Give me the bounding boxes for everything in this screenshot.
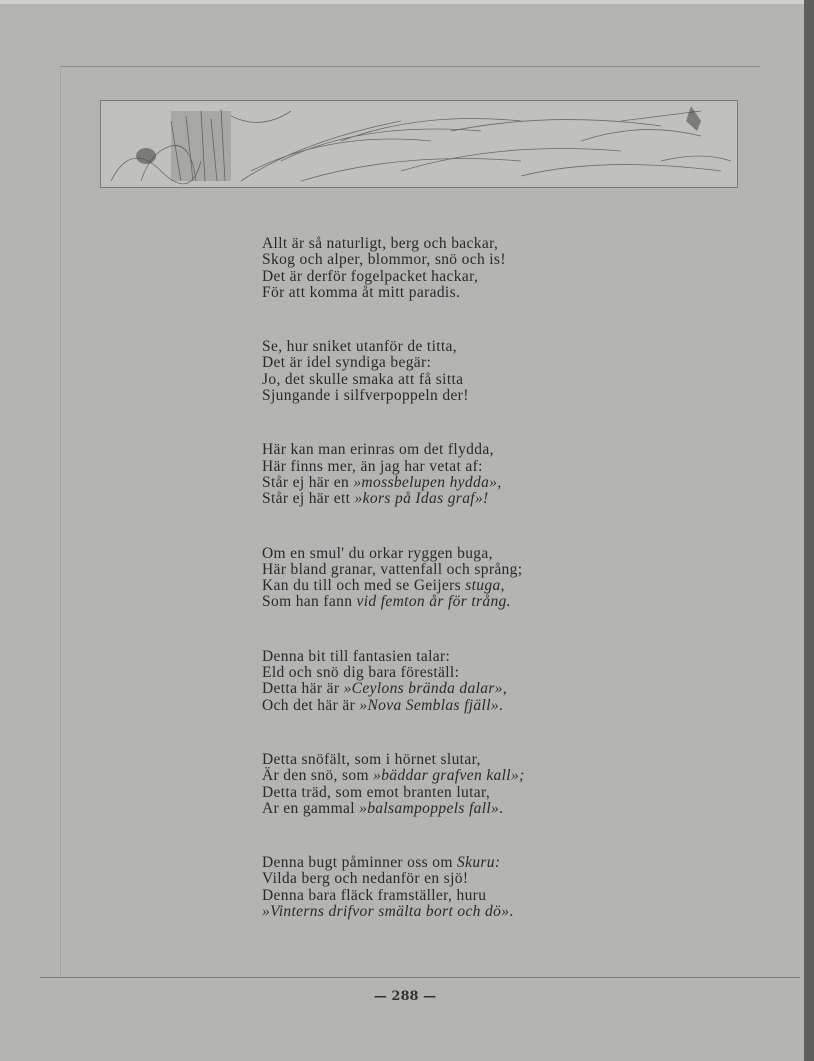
verse-text: .	[498, 696, 504, 714]
verse-text: Och det här är	[262, 696, 360, 714]
verse-line	[262, 442, 525, 458]
verse-line	[262, 236, 525, 252]
stanza	[262, 752, 525, 817]
verse-italic-text: »bäddar grafven kall»;	[373, 767, 525, 785]
verse-text: För att komma åt mitt paradis.	[262, 283, 461, 301]
verse-italic-text: »mossbelupen hydda»	[353, 473, 498, 491]
verse-text: Står ej här ett	[262, 490, 355, 508]
verse-line	[262, 698, 525, 714]
frame-rule-left	[60, 66, 61, 978]
verse-line	[262, 475, 525, 491]
verse-text: ,	[502, 680, 508, 698]
verse-text: .	[499, 799, 504, 817]
verse-text: Se, hur sniket utanför de titta,	[262, 338, 458, 356]
verse-text: Denna bara fläck framställer, huru	[262, 886, 487, 904]
verse-text: Det är derför fogelpacket hackar,	[262, 267, 479, 285]
verse-line	[262, 339, 525, 355]
verse-text: Sjungande i silfverpoppeln der!	[262, 387, 469, 405]
header-illustration	[100, 100, 738, 188]
verse-line	[262, 459, 525, 475]
verse-italic-text: »Ceylons brända dalar»	[343, 680, 503, 698]
scan-top-edge	[0, 0, 814, 4]
verse-line	[262, 491, 525, 507]
stanza	[262, 339, 525, 404]
verse-text: Står ej här en	[262, 473, 354, 491]
verse-text: Här bland granar, vattenfall och språng;	[262, 560, 523, 578]
stanza	[262, 649, 525, 714]
verse-line	[262, 649, 525, 665]
verse-text: Jo, det skulle smaka att få sitta	[262, 370, 464, 388]
verse-text: .	[509, 903, 514, 921]
verse-line	[262, 252, 525, 268]
verse-text: Det är idel syndiga begär:	[262, 354, 432, 372]
verse-line	[262, 801, 525, 817]
verse-text: Skog och alper, blommor, snö och is!	[262, 251, 506, 269]
verse-line	[262, 785, 525, 801]
verse-line	[262, 562, 525, 578]
verse-text: Som han fann	[262, 593, 357, 611]
verse-italic-text: »balsampoppels fall»	[359, 799, 500, 817]
verse-text: Här kan man erinras om det flydda,	[262, 441, 494, 459]
verse-line	[262, 355, 525, 371]
verse-text: Denna bugt påminner oss om	[262, 854, 457, 872]
verse-text: Kan du till och med se Geijers	[262, 577, 466, 595]
verse-text: Denna bit till fantasien talar:	[262, 647, 451, 665]
verse-italic-text: »Vinterns drifvor smälta bort och dö»	[262, 903, 510, 921]
verse-line	[262, 752, 525, 768]
verse-line	[262, 578, 525, 594]
verse-line	[262, 665, 525, 681]
verse-text: Detta här är	[262, 680, 344, 698]
verse-italic-text: Skuru:	[457, 854, 501, 872]
page-number: — 288 —	[373, 989, 437, 1004]
verse-italic-text: vid femton år för trång.	[356, 593, 511, 611]
verse-text: Vilda berg och nedanför en sjö!	[262, 870, 469, 888]
verse-italic-text: stuga,	[465, 577, 505, 595]
verse-text: Detta snöfält, som i hörnet slutar,	[262, 750, 481, 768]
verse-line	[262, 546, 525, 562]
verse-line	[262, 871, 525, 887]
verse-text: ,	[497, 473, 502, 491]
stanza	[262, 546, 525, 611]
stanza	[262, 236, 525, 301]
verse-text: Här finns mer, än jag har vetat af:	[262, 457, 483, 475]
verse-text: Allt är så naturligt, berg och backar,	[262, 235, 499, 252]
scan-right-edge	[804, 0, 814, 1061]
frame-rule-top	[60, 66, 760, 67]
verse-line	[262, 904, 525, 920]
verse-text: Ar en gammal	[262, 799, 360, 817]
verse-italic-text: »Nova Semblas fjäll»	[359, 696, 499, 714]
verse-line	[262, 269, 525, 285]
frame-rule-bottom	[40, 977, 800, 978]
verse-line	[262, 372, 525, 388]
verse-text: Om en smul' du orkar ryggen buga,	[262, 544, 493, 562]
verse-text: Är den snö, som	[262, 767, 374, 785]
verse-line	[262, 681, 525, 697]
landscape-sketch-icon	[101, 101, 737, 187]
stanza	[262, 442, 525, 507]
verse-line	[262, 388, 525, 404]
verse-line	[262, 888, 525, 904]
verse-italic-text: »kors på Idas graf»!	[354, 490, 489, 508]
verse-line	[262, 768, 525, 784]
verse-line	[262, 594, 525, 610]
poem-body	[262, 236, 525, 958]
verse-text: Eld och snö dig bara föreställ:	[262, 664, 460, 682]
verse-text: Detta träd, som emot branten lutar,	[262, 783, 491, 801]
stanza	[262, 855, 525, 920]
verse-line	[262, 285, 525, 301]
verse-line	[262, 855, 525, 871]
